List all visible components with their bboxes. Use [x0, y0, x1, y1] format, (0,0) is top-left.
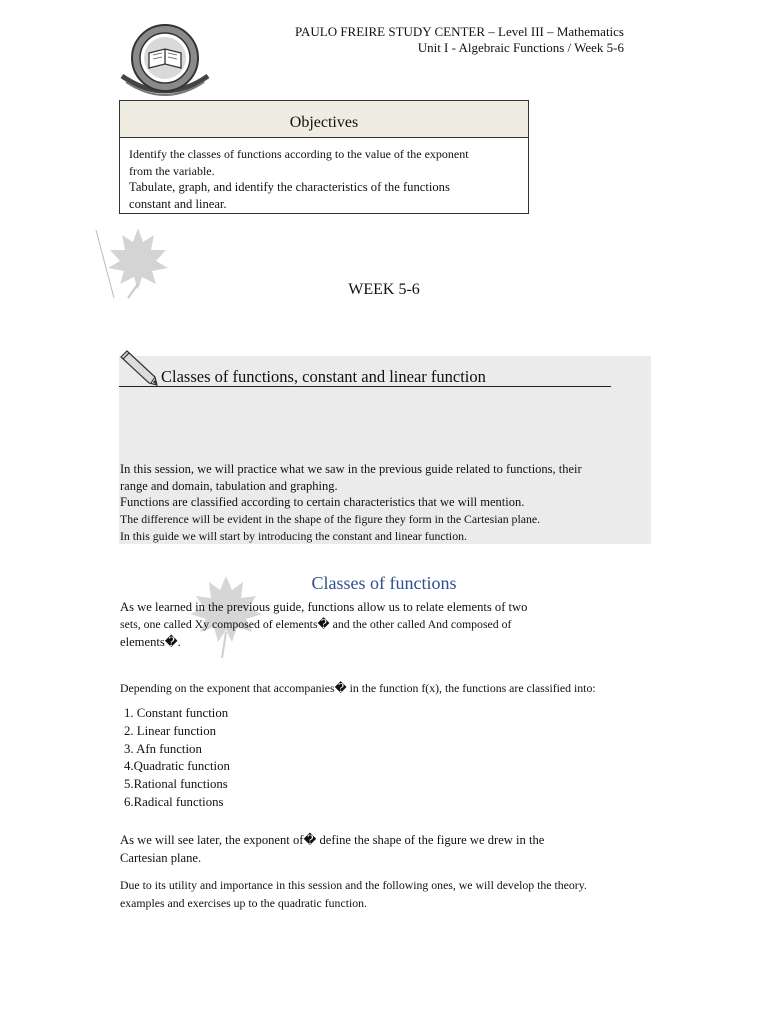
paragraph-line: elements�.	[120, 635, 181, 649]
objectives-title: Objectives	[120, 101, 528, 138]
paragraph-line: sets, one called Xy composed of elements� and the other called And composed of	[120, 617, 512, 631]
function-classes-list	[124, 705, 230, 812]
list-item: 2. Linear function	[124, 723, 217, 738]
paragraph-line: Depending on the exponent that accompanies� in the function f(x), the functions are classified into:	[120, 681, 596, 695]
header-line-1: PAULO FREIRE STUDY CENTER – Level III – Mathematics	[294, 24, 624, 39]
paragraph-line: As we learned in the previous guide, functions allow us to relate elements of two	[120, 600, 528, 614]
list-item: 4.Quadratic function	[124, 759, 230, 774]
list-item: 1. Constant function	[124, 706, 229, 720]
section-title-underline	[119, 386, 611, 387]
intro-line: Functions are classified according to certain characteristics that we will mention.	[120, 495, 525, 509]
paragraph-line: examples and exercises up to the quadratic function.	[120, 896, 367, 910]
objectives-box	[119, 100, 529, 214]
paragraph-line: Cartesian plane.	[120, 851, 202, 865]
list-item: 6.Radical functions	[124, 794, 224, 809]
header-line-2: Unit I - Algebraic Functions / Week 5-6	[417, 40, 624, 55]
objective-line: from the variable.	[129, 163, 215, 178]
objective-line: constant and linear.	[129, 196, 227, 211]
school-logo	[118, 20, 212, 96]
pencil-icon	[119, 349, 161, 387]
list-item: 3. Afn function	[124, 741, 202, 756]
objectives-body	[120, 138, 528, 212]
intro-line: In this session, we will practice what we saw in the previous guide related to functions, their	[120, 462, 582, 476]
objective-line: Identify the classes of functions according to the value of the exponent	[129, 147, 469, 161]
paragraph-line: Due to its utility and importance in this session and the following ones, we will develop the theory.	[120, 878, 587, 892]
classes-heading: Classes of functions	[311, 573, 457, 593]
week-title: WEEK 5-6	[348, 281, 420, 298]
intro-line: range and domain, tabulation and graphing.	[120, 478, 338, 493]
objective-line: Tabulate, graph, and identify the characteristics of the functions	[129, 180, 450, 194]
paragraph-line: As we will see later, the exponent of� define the shape of the figure we drew in the	[120, 833, 545, 847]
list-item: 5.Rational functions	[124, 777, 228, 792]
intro-line: In this guide we will start by introducing the constant and linear function.	[120, 528, 467, 543]
intro-line: The difference will be evident in the shape of the figure they form in the Cartesian plane.	[120, 512, 541, 526]
section-title: Classes of functions, constant and linear function	[161, 367, 486, 386]
